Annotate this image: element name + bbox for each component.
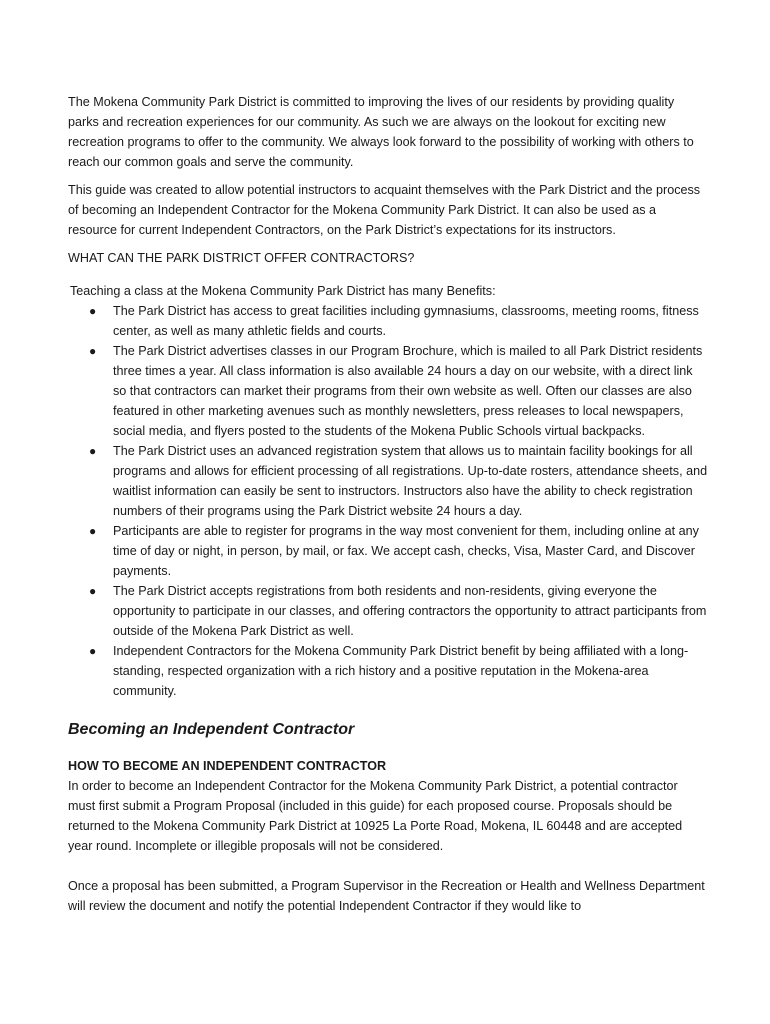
section-title: Becoming an Independent Contractor bbox=[68, 721, 355, 738]
offer-lead: Teaching a class at the Mokena Community Park District has many Benefits: bbox=[70, 284, 496, 298]
list-item-text: The Park District advertises classes in our Program Brochure, which is mailed to all Park District residents three times a year. All class information is also available 24 hours a day on our website, with a direct link so that contractors can market their programs from their own website as well. Often our classes are also featured in other marketing avenues such as monthly newsletters, press releases to local newspapers, social media, and flyers posted to the students of the Mokena Public Schools virtual backpacks. bbox=[113, 344, 703, 438]
bullet-icon: ● bbox=[89, 304, 97, 318]
bullet-icon: ● bbox=[89, 344, 97, 358]
intro-paragraph-2: This guide was created to allow potential instructors to acquaint themselves with the Park District and the process of becoming an Independent Contractor for the Mokena Community Park District. It can also be used as a resource for current Independent Contractors, on the Park District’s expectations for its instructors. bbox=[68, 183, 701, 237]
list-item-text: The Park District accepts registrations from both residents and non-residents, giving everyone the opportunity to participate in our classes, and offering contractors the opportunity to attract participants from outside of the Mokena Park District as well. bbox=[113, 584, 707, 638]
list-item bbox=[68, 581, 708, 641]
list-item bbox=[68, 441, 708, 521]
list-item-text: The Park District has access to great facilities including gymnasiums, classrooms, meeting rooms, fitness center, as well as many athletic fields and courts. bbox=[113, 304, 699, 338]
list-item bbox=[68, 641, 708, 701]
bullet-icon: ● bbox=[89, 524, 97, 538]
bullet-icon: ● bbox=[89, 584, 97, 598]
intro-paragraph-1: The Mokena Community Park District is committed to improving the lives of our residents by providing quality parks and recreation experiences for our community. As such we are always on the lookout for exciting new recreation programs to offer to the community. We always look forward to the possibility of working with others to reach our common goals and serve the community. bbox=[68, 95, 694, 169]
becoming-paragraph-2: Once a proposal has been submitted, a Program Supervisor in the Recreation or Health and Wellness Department will review the document and notify the potential Independent Contractor if they would like to bbox=[68, 879, 705, 913]
list-item-text: Participants are able to register for programs in the way most convenient for them, including online at any time of day or night, in person, by mail, or fax. We accept cash, checks, Visa, Master Card, and Discover payments. bbox=[113, 524, 699, 578]
list-item-text: The Park District uses an advanced registration system that allows us to maintain facility bookings for all programs and allows for efficient processing of all registrations. Up-to-date rosters, attendance sheets, and waitlist information can easily be sent to instructors. Instructors also have the ability to check registration numbers of their programs using the Park District website 24 hours a day. bbox=[113, 444, 708, 518]
document-page bbox=[68, 92, 708, 916]
bullet-icon: ● bbox=[89, 644, 97, 658]
list-item bbox=[68, 301, 708, 341]
bullet-icon: ● bbox=[89, 444, 97, 458]
list-item bbox=[68, 521, 708, 581]
offer-heading: WHAT CAN THE PARK DISTRICT OFFER CONTRACTORS? bbox=[68, 251, 415, 265]
list-item bbox=[68, 341, 708, 441]
benefits-list bbox=[68, 301, 708, 701]
list-item-text: Independent Contractors for the Mokena Community Park District benefit by being affiliated with a long-standing, respected organization with a rich history and a positive reputation in the Mokena-area community. bbox=[113, 644, 689, 698]
sub-heading: HOW TO BECOME AN INDEPENDENT CONTRACTOR bbox=[68, 759, 387, 773]
becoming-paragraph-1: In order to become an Independent Contractor for the Mokena Community Park District, a potential contractor must first submit a Program Proposal (included in this guide) for each proposed course. Proposals should be returned to the Mokena Community Park District at 10925 La Porte Road, Mokena, IL 60448 and are accepted year round. Incomplete or illegible proposals will not be considered. bbox=[68, 779, 683, 853]
